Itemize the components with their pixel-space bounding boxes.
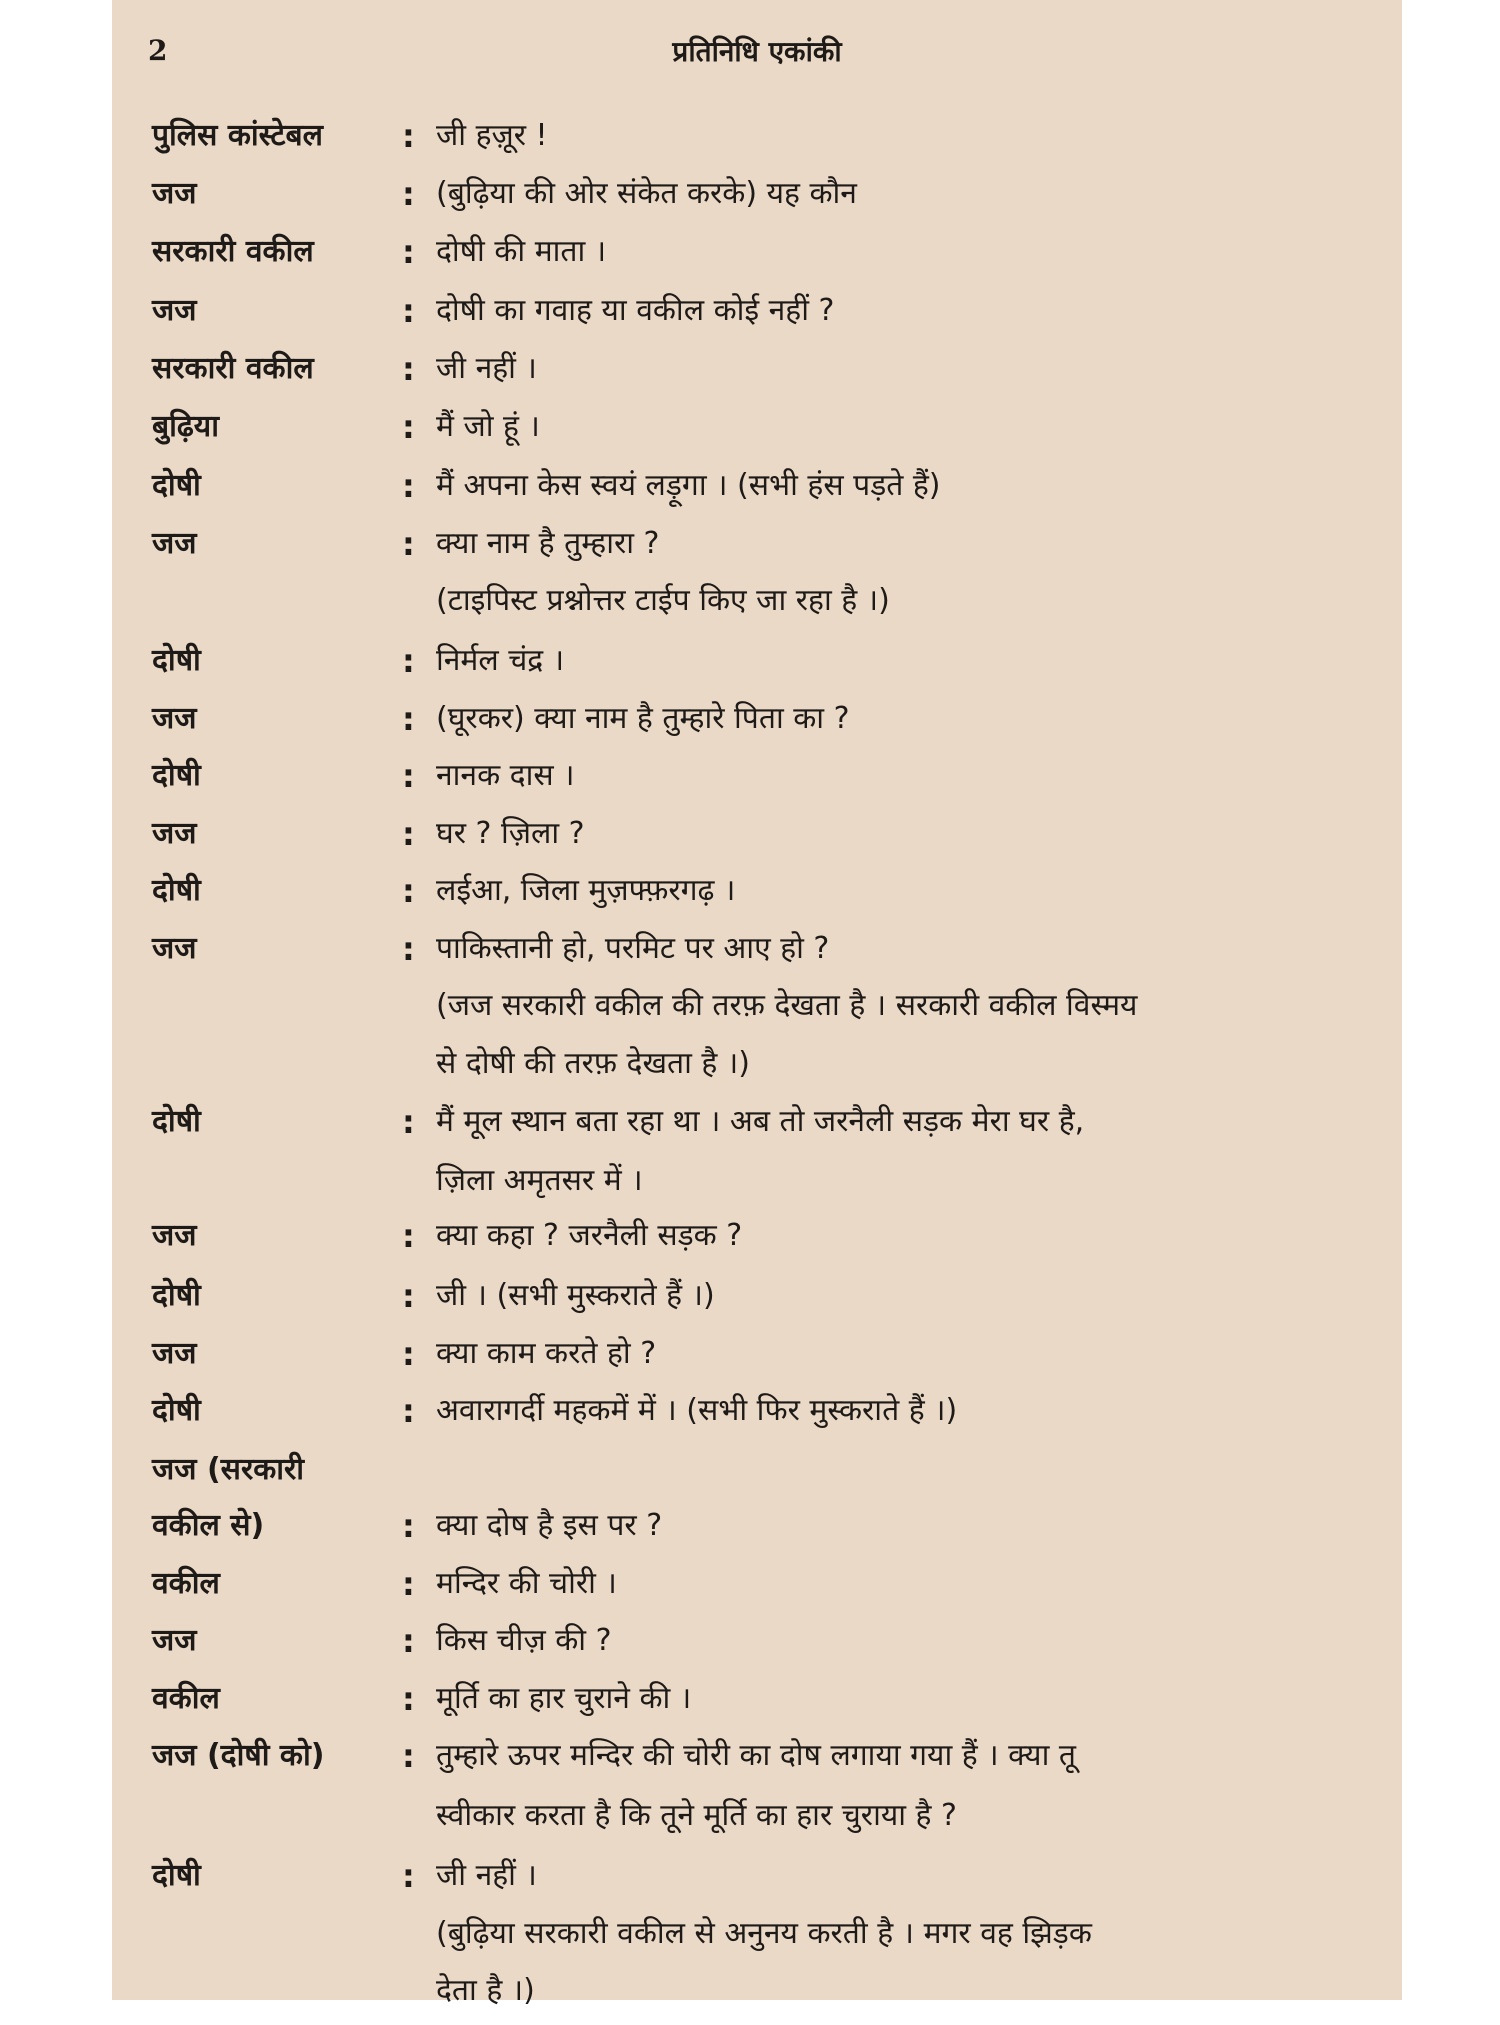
speaker-name: दोषी (152, 643, 201, 678)
dialogue-line (112, 867, 1402, 925)
dialogue-text: क्या दोष है इस पर ? (436, 1508, 663, 1543)
dialogue-text: मैं मूल स्थान बता रहा था । अब तो जरनैली सड़क मेरा घर है, (436, 1104, 1085, 1139)
dialogue-line (112, 403, 1402, 461)
dialogue-line (112, 112, 1402, 170)
speaker-name: जज (152, 1336, 197, 1371)
speaker-name: वकील से) (152, 1508, 265, 1543)
speaker-separator: : (402, 815, 415, 853)
dialogue-text: क्या काम करते हो ? (436, 1336, 657, 1371)
speaker-name: सरकारी वकील (152, 234, 314, 269)
speaker-name: बुढ़िया (152, 409, 219, 444)
dialogue-text: अवारागर्दी महकमें में । (सभी फिर मुस्कराते हैं ।) (436, 1393, 958, 1428)
speaker-separator: : (402, 700, 415, 738)
dialogue-text: ज़िला अमृतसर में । (436, 1163, 643, 1198)
speaker-separator: : (402, 350, 415, 388)
dialogue-line (112, 345, 1402, 403)
dialogue-text: जी । (सभी मुस्कराते हैं ।) (436, 1278, 715, 1313)
speaker-separator: : (402, 1335, 415, 1373)
dialogue-text: मन्दिर की चोरी । (436, 1566, 617, 1601)
speaker-name: जज (सरकारी (152, 1452, 305, 1487)
speaker-separator: : (402, 525, 415, 563)
speaker-name: पुलिस कांस्टेबल (152, 118, 323, 153)
speaker-separator: : (402, 930, 415, 968)
speaker-name: वकील (152, 1566, 220, 1601)
dialogue-line (112, 695, 1402, 753)
dialogue-line (112, 1272, 1402, 1330)
speaker-name: जज (152, 293, 197, 328)
speaker-separator: : (402, 1103, 415, 1141)
dialogue-line (112, 982, 1402, 1040)
dialogue-text: दोषी की माता । (436, 234, 607, 269)
speaker-separator: : (402, 1392, 415, 1430)
dialogue-line (112, 287, 1402, 345)
dialogue-line (112, 520, 1402, 578)
speaker-name: जज (152, 176, 197, 211)
dialogue-text: दोषी का गवाह या वकील कोई नहीं ? (436, 293, 835, 328)
speaker-separator: : (402, 467, 415, 505)
dialogue-line (112, 1792, 1402, 1850)
speaker-separator: : (402, 757, 415, 795)
speaker-name: सरकारी वकील (152, 351, 314, 386)
dialogue-text: से दोषी की तरफ़ देखता है ।) (436, 1046, 750, 1081)
speaker-name: दोषी (152, 468, 201, 503)
dialogue-text: मूर्ति का हार चुराने की । (436, 1681, 692, 1716)
speaker-separator: : (402, 117, 415, 155)
dialogue-text: (बुढ़िया की ओर संकेत करके) यह कौन (436, 176, 857, 211)
dialogue-line (112, 637, 1402, 695)
dialogue-line (112, 1967, 1402, 2025)
dialogue-text: क्या कहा ? जरनैली सड़क ? (436, 1218, 743, 1253)
speaker-name: दोषी (152, 1104, 201, 1139)
speaker-separator: : (402, 1565, 415, 1603)
dialogue-line (112, 1098, 1402, 1156)
speaker-name: दोषी (152, 1393, 201, 1428)
dialogue-line (112, 1446, 1402, 1504)
dialogue-line (112, 752, 1402, 810)
speaker-separator: : (402, 1217, 415, 1255)
speaker-separator: : (402, 1857, 415, 1895)
speaker-name: दोषी (152, 873, 201, 908)
speaker-separator: : (402, 642, 415, 680)
dialogue-text: देता है ।) (436, 1973, 535, 2008)
speaker-separator: : (402, 1507, 415, 1545)
dialogue-text: किस चीज़ की ? (436, 1623, 612, 1658)
dialogue-text: नानक दास । (436, 758, 575, 793)
dialogue-line (112, 577, 1402, 635)
book-page (112, 0, 1402, 2008)
page-number: 2 (148, 34, 168, 67)
speaker-separator: : (402, 872, 415, 910)
dialogue-text: (घूरकर) क्या नाम है तुम्हारे पिता का ? (436, 701, 850, 736)
dialogue-line (112, 1212, 1402, 1270)
speaker-separator: : (402, 1737, 415, 1775)
dialogue-text: जी हज़ूर ! (436, 118, 548, 153)
dialogue-line (112, 1040, 1402, 1098)
speaker-separator: : (402, 1622, 415, 1660)
dialogue-text: (जज सरकारी वकील की तरफ़ देखता है । सरकारी वकील विस्मय (436, 988, 1138, 1023)
running-title: प्रतिनिधि एकांकी (672, 35, 842, 68)
dialogue-line (112, 1502, 1402, 1560)
dialogue-text: जी नहीं । (436, 351, 537, 386)
dialogue-line (112, 925, 1402, 983)
dialogue-text: क्या नाम है तुम्हारा ? (436, 526, 660, 561)
dialogue-line (112, 1910, 1402, 1968)
dialogue-line (112, 1330, 1402, 1388)
speaker-name: वकील (152, 1681, 220, 1716)
dialogue-text: मैं जो हूं । (436, 409, 540, 444)
speaker-name: जज (दोषी को) (152, 1738, 325, 1773)
dialogue-text: जी नहीं । (436, 1858, 537, 1893)
dialogue-text: (टाइपिस्ट प्रश्नोत्तर टाईप किए जा रहा है ।) (436, 583, 890, 618)
dialogue-text: लईआ, जिला मुज़फ्फ़रगढ़ । (436, 873, 736, 908)
speaker-separator: : (402, 292, 415, 330)
dialogue-line (112, 1617, 1402, 1675)
dialogue-text: (बुढ़िया सरकारी वकील से अनुनय करती है । मगर वह झिड़क (436, 1916, 1092, 1951)
dialogue-line (112, 462, 1402, 520)
speaker-separator: : (402, 1277, 415, 1315)
dialogue-line (112, 1157, 1402, 1215)
speaker-separator: : (402, 233, 415, 271)
speaker-separator: : (402, 408, 415, 446)
page-header (112, 28, 1402, 78)
dialogue-text: निर्मल चंद्र । (436, 643, 565, 678)
dialogue-text: मैं अपना केस स्वयं लड़ूगा । (सभी हंस पड़ते हैं) (436, 468, 941, 503)
speaker-name: दोषी (152, 1858, 201, 1893)
speaker-name: जज (152, 931, 197, 966)
dialogue-line (112, 1732, 1402, 1790)
dialogue-text: तुम्हारे ऊपर मन्दिर की चोरी का दोष लगाया गया हैं । क्या तू (436, 1738, 1076, 1773)
dialogue-line (112, 810, 1402, 868)
speaker-name: जज (152, 1218, 197, 1253)
dialogue-text: पाकिस्तानी हो, परमिट पर आए हो ? (436, 931, 830, 966)
dialogue-line (112, 1560, 1402, 1618)
dialogue-text: घर ? ज़िला ? (436, 816, 585, 851)
dialogue-line (112, 1387, 1402, 1445)
speaker-name: जज (152, 701, 197, 736)
dialogue-line (112, 1675, 1402, 1733)
speaker-name: दोषी (152, 1278, 201, 1313)
dialogue-line (112, 170, 1402, 228)
speaker-name: जज (152, 1623, 197, 1658)
dialogue-text: स्वीकार करता है कि तूने मूर्ति का हार चुराया है ? (436, 1798, 957, 1833)
speaker-separator: : (402, 175, 415, 213)
speaker-name: जज (152, 526, 197, 561)
speaker-name: दोषी (152, 758, 201, 793)
dialogue-line (112, 228, 1402, 286)
dialogue-line (112, 1852, 1402, 1910)
speaker-name: जज (152, 816, 197, 851)
speaker-separator: : (402, 1680, 415, 1718)
